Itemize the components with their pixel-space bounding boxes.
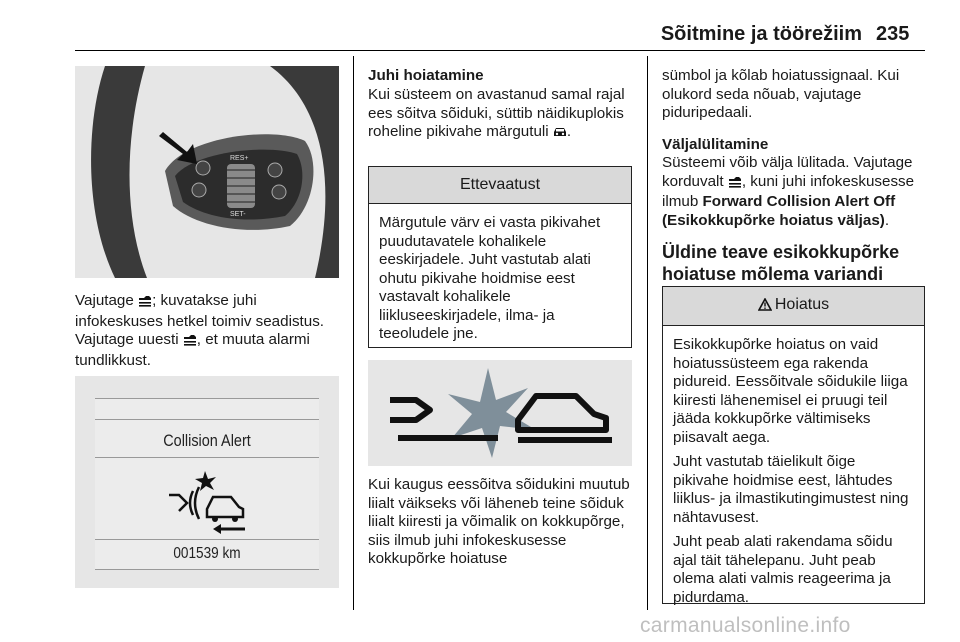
watermark: carmanualsonline.info [640,614,851,637]
middle-paragraph-1 [368,86,638,144]
page-number: 235 [876,23,910,45]
caution-title: Ettevaatust [369,167,631,204]
caution-text: Märgutule värv ei vasta pikivahet puudutavatele kohalikele eeskirjadele. Juht vastutab alati ohutu pikivahe hoidmise eest vastavalt kohalikele liikluseeskirjadele, ilma- ja teeoludele jne. [379,214,601,342]
warning-paragraph: Juht peab alati rakendama sõidu ajal täit tähelepanu. Juht peab olema alati valmis reageerima ja pidurdama. [673,533,893,606]
text-run: ; kuvatakse juhi infokeskuses hetkel toimiv seadistus. Vajutage uuesti [75,292,325,348]
column-divider-2 [647,56,648,610]
vehicle-distance-icon [183,333,197,352]
page-header-title: Sõitmine ja töörežiim [660,23,862,45]
warning-paragraph: Juht vastutab täielikult õige pikivahe hoidmise eest, lähtudes liiklus- ja ilmastikutingimustest ning nähtavusest. [673,453,909,526]
caution-box [368,166,632,348]
left-paragraph [75,292,345,370]
display-message-text: Forward Collision Alert Off (Esikokkupõrke hoiatus väljas) [662,193,896,229]
sub-heading-switch-off: Väljalülitamine [662,136,769,153]
warning-title: Hoiatus [774,296,830,313]
section-heading-general-info: Üldine teave esikokkupõrke hoiatuse mõlema variandi [662,242,900,284]
display-screen [95,398,319,570]
warning-paragraph: Esikokkupõrke hoiatus on vaid hoiatussüsteem ega rakenda pidureid. Eessõitvale sõidukile liiga kiiresti lähenemisel ei pruugi teil jääda kokkupõrke vältimiseks piisavalt aega. [673,336,908,446]
text-run: Kui süsteem on avastanud samal rajal ees sõitva sõiduki, süttib näidikuplokis roheline pikivahe märgutuli [368,86,625,140]
steering-wheel-illustration [75,66,339,278]
collision-alert-symbol [167,469,257,539]
warning-header [663,287,924,326]
text-run: Vajutage [75,292,139,309]
text-run: , et muuta alarmi tundlikkust. [75,331,310,369]
warning-triangle-icon [758,289,772,325]
vehicle-distance-icon [138,294,152,313]
res-label: RES+ [230,155,249,162]
vehicle-distance-icon [728,175,742,194]
column-divider-1 [353,56,354,610]
collision-illustration [368,360,632,466]
section-heading-driver-warning: Juhi hoiatamine [368,67,484,84]
display-title: Collision Alert [163,431,251,450]
right-paragraph-1: sümbol ja kõlab hoiatussignaal. Kui olukord seda nõuab, vajutage piduripedaali. [662,67,900,121]
text-run: , kuni juhi infokeskusesse ilmub [662,172,915,210]
steering-wheel-figure [75,66,339,278]
middle-paragraph-2: Kui kaugus eessõitva sõidukini muutub liialt väikseks või läheneb teine sõiduk liialt kiiresti ja võimalik on kokkupõrge, siis ilmub juhi infokeskusesse kokkupõrke hoiatuse [368,476,630,567]
collision-alert-display-figure [75,376,339,588]
warning-box [662,286,925,604]
text-run: . [566,123,572,140]
text-run: Süsteemi võib välja lülitada. Vajutage korduvalt [662,154,913,190]
odometer-readout: 001539 km [173,545,241,562]
header-divider [75,50,925,51]
right-paragraph-2 [662,154,930,230]
set-label: SET- [230,211,246,218]
vehicle-ahead-icon [553,125,567,144]
text-run: . [884,211,890,229]
collision-illustration-figure [368,360,632,466]
